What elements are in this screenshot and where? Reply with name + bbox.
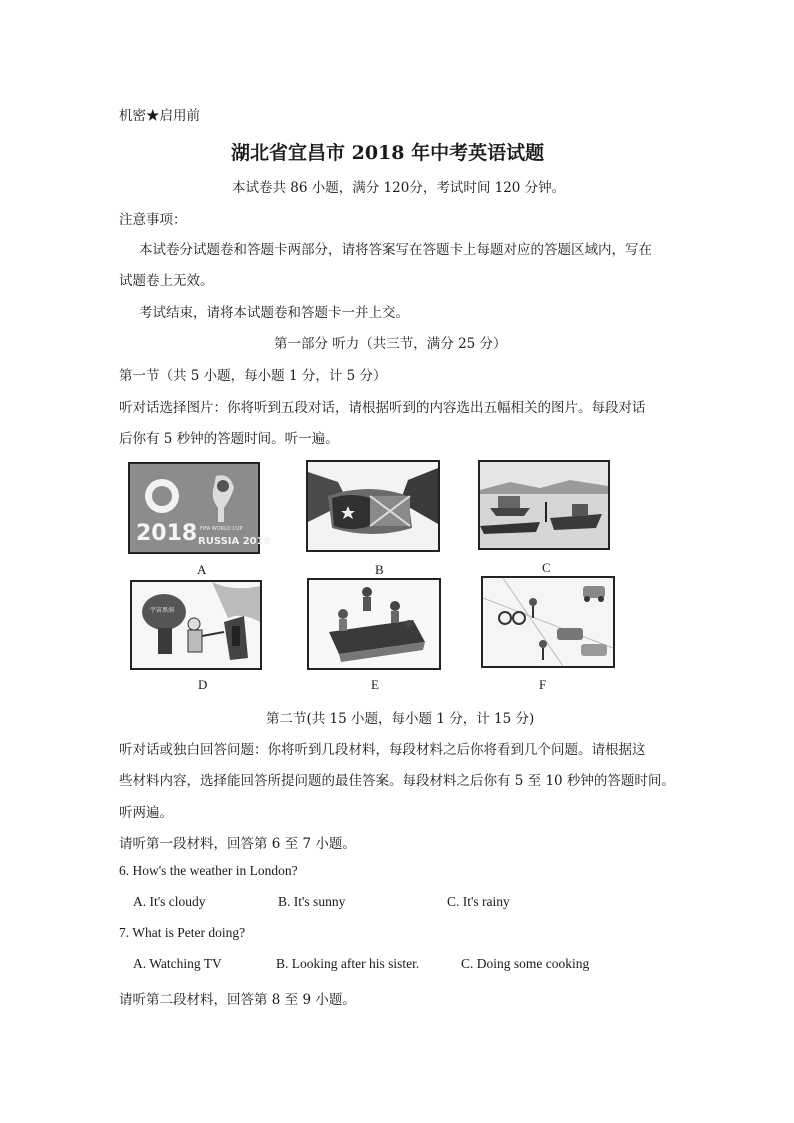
notes-heading: 注意事项： bbox=[119, 212, 187, 228]
picture-f bbox=[481, 576, 615, 668]
boats-river-image bbox=[480, 462, 608, 548]
section2-instruction-2: 些材料内容，选择能回答所提问题的最佳答案。每段材料之后你有 5 至 10 秒钟的答题时间。 bbox=[119, 773, 675, 789]
question-7-option-c: C. Doing some cooking bbox=[461, 956, 590, 971]
picture-a bbox=[128, 462, 271, 554]
question-7-option-a: A. Watching TV bbox=[133, 956, 222, 971]
question-7-option-b: B. Looking after his sister. bbox=[276, 956, 420, 971]
notes-line-1: 本试卷分试题卷和答题卡两部分，请将答案写在答题卡上每题对应的答题区域内，写在 bbox=[139, 242, 652, 258]
section1-instruction-2: 后你有 5 秒钟的答题时间。听一遍。 bbox=[119, 431, 339, 447]
picture-f-label: F bbox=[539, 677, 547, 692]
cartoon-image bbox=[132, 582, 260, 668]
picture-b bbox=[306, 460, 440, 552]
question-6-option-b: B. It's sunny bbox=[278, 894, 346, 909]
people-on-book-image bbox=[309, 580, 439, 668]
notes-line-2: 试题卷上无效。 bbox=[119, 273, 214, 289]
svg-text:宇宙黑洞: 宇宙黑洞 bbox=[150, 607, 175, 614]
svg-text:2018: 2018 bbox=[136, 521, 198, 546]
picture-c-label: C bbox=[542, 560, 551, 575]
traffic-scene-image bbox=[483, 578, 613, 666]
picture-a-label: A bbox=[197, 562, 207, 577]
section2-instruction-1: 听对话或独白回答问题：你将听到几段材料，每段材料之后你将看到几个问题。请根据这 bbox=[119, 742, 646, 758]
confidential-label: 机密★启用前 bbox=[119, 108, 200, 124]
part1-heading: 第一部分 听力（共三节，满分 25 分） bbox=[274, 336, 507, 352]
notes-line-3: 考试结束，请将本试题卷和答题卡一并上交。 bbox=[139, 305, 409, 321]
question-7-stem: 7. What is Peter doing? bbox=[119, 925, 246, 940]
picture-e-label: E bbox=[371, 677, 379, 692]
svg-text:FIFA WORLD CUP: FIFA WORLD CUP bbox=[200, 526, 243, 532]
world-cup-logo-image bbox=[130, 464, 271, 552]
section2-heading: 第二节(共 15 小题，每小题 1 分，计 15 分) bbox=[266, 711, 535, 727]
page-title: 湖北省宜昌市 2018 年中考英语试题 bbox=[231, 142, 545, 164]
question-6-option-a: A. It's cloudy bbox=[133, 894, 206, 909]
section1-heading: 第一节（共 5 小题，每小题 1 分，计 5 分） bbox=[119, 368, 387, 384]
question-6-option-c: C. It's rainy bbox=[447, 894, 510, 909]
material-2-intro: 请听第二段材料，回答第 8 至 9 小题。 bbox=[119, 992, 356, 1008]
picture-e bbox=[307, 578, 441, 670]
question-6-stem: 6. How's the weather in London? bbox=[119, 863, 298, 878]
section2-instruction-3: 听两遍。 bbox=[119, 805, 173, 821]
svg-text:RUSSIA 2018: RUSSIA 2018 bbox=[198, 536, 271, 547]
section1-instruction-1: 听对话选择图片：你将听到五段对话，请根据听到的内容选出五幅相关的图片。每段对话 bbox=[119, 400, 646, 416]
picture-c bbox=[478, 460, 610, 550]
picture-d bbox=[130, 580, 262, 670]
exam-info: 本试卷共 86 小题，满分 120分，考试时间 120 分钟。 bbox=[232, 180, 566, 196]
handshake-image bbox=[308, 462, 438, 550]
picture-d-label: D bbox=[198, 677, 208, 692]
material-1-intro: 请听第一段材料，回答第 6 至 7 小题。 bbox=[119, 836, 356, 852]
picture-b-label: B bbox=[375, 562, 384, 577]
